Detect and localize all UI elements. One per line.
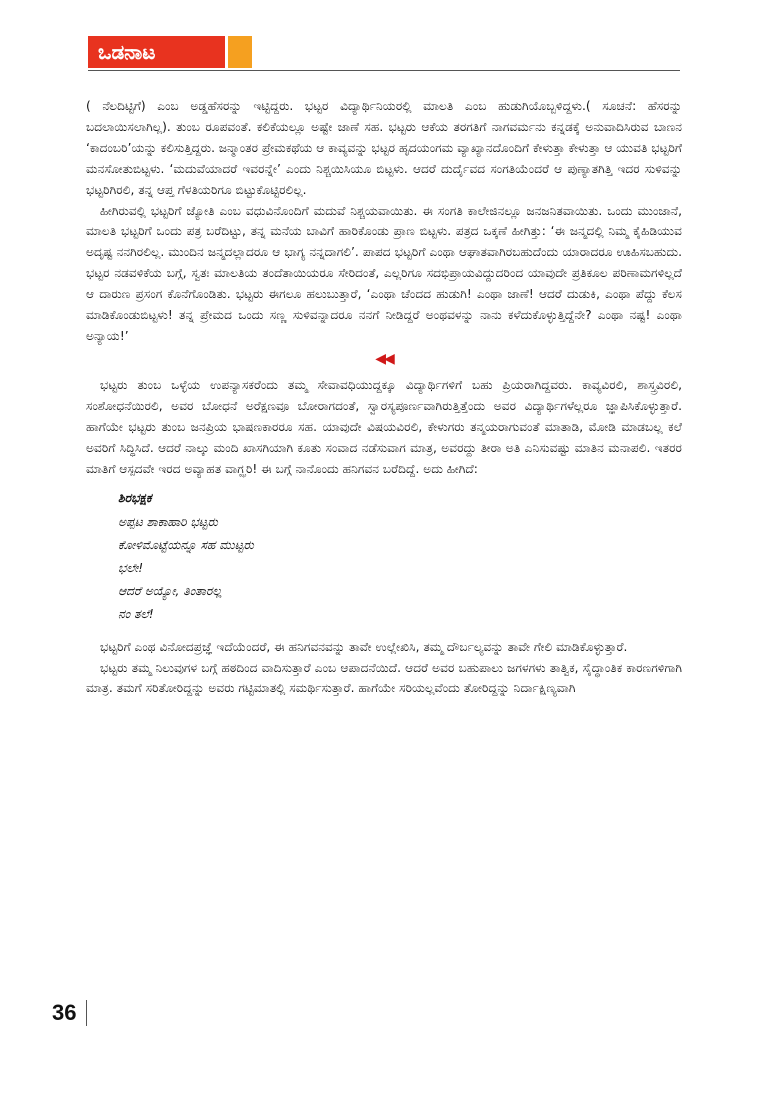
header-accent-block [228, 36, 252, 68]
page-number: 36 [52, 1000, 77, 1025]
poem-line: ಶಿರಭಕ್ಷಕ [118, 491, 152, 506]
section-separator-icon: ◀◀ [375, 350, 393, 367]
poem-line: ಆದರೆ ಅಯ್ಯೋ, ತಿಂತಾರಲ್ಲ [118, 584, 222, 599]
section-title-tab [88, 36, 225, 68]
header-divider [88, 70, 680, 71]
section-title: ಒಡನಾಟ [98, 40, 156, 64]
poem-line: ಕೋಳಿಮೊಟ್ಟೆಯನ್ನೂ ಸಹ ಮುಟ್ಟರು [118, 537, 254, 552]
poem [118, 487, 682, 626]
paragraph: ಭಟ್ಟರು ತುಂಬ ಒಳ್ಳೆಯ ಉಪನ್ಯಾಸಕರೆಂದು ತಮ್ಮ ಸೇವಾವಧಿಯುದ್ದಕ್ಕೂ ವಿದ್ಯಾರ್ಥಿಗಳಿಗೆ ಬಹು ಪ್ರಿಯರಾಗಿದ್ದವರು. ಕಾವ್ಯವಿರಲಿ, ಶಾಸ್ತ್ರವಿರಲಿ, ಸಂಶೋಧನೆಯಿರಲಿ, ಅವರ ಬೋಧನೆ ಅರೆಕ್ಷಣವೂ ಬೋರಾಗದಂತೆ, ಸ್ವಾರಸ್ಯಪೂರ್ಣವಾಗಿರುತ್ತಿತ್ತೆಂದು ಅವರ ವಿದ್ಯಾರ್ಥಿಗಳೆಲ್ಲರೂ ಜ್ಞಾಪಿಸಿಕೊಳ್ಳುತ್ತಾರೆ. ಹಾಗೆಯೇ ಭಟ್ಟರು ತುಂಬ ಜನಪ್ರಿಯ ಭಾಷಣಕಾರರೂ ಸಹ. ಯಾವುದೇ ವಿಷಯವಿರಲಿ, ಕೇಳುಗರು ತನ್ಮಯರಾಗುವಂತೆ ಮಾತಾಡಿ, ಮೋಡಿ ಮಾಡಬಲ್ಲ ಕಲೆ ಅವರಿಗೆ ಸಿದ್ಧಿಸಿದೆ. ಆದರೆ ನಾಲ್ಕು ಮಂದಿ ಖಾಸಗಿಯಾಗಿ ಕೂತು ಸಂವಾದ ನಡೆಸುವಾಗ ಮಾತ್ರ, ಅವರದ್ದು ತೀರಾ ಅತಿ ಎನಿಸುವಷ್ಟು ಮಾತಿನ ಮನಾಪಲಿ. ಇತರರ ಮಾತಿಗೆ ಆಸ್ಪದವೇ ಇರದ ಅವ್ಯಾಹತ ವಾಗ್ಝರಿ! ಈ ಬಗ್ಗೆ ನಾನೊಂದು ಹನಿಗವನ ಬರೆದಿದ್ದೆ. ಅದು ಹೀಗಿದೆ: [86, 377, 682, 476]
paragraph: ಭಟ್ಟರಿಗೆ ಎಂಥ ವಿನೋದಪ್ರಜ್ಞೆ ಇದೆಯೆಂದರೆ, ಈ ಹನಿಗವನವನ್ನು ತಾವೇ ಉಲ್ಲೇಖಿಸಿ, ತಮ್ಮ ದೌರ್ಬಲ್ಯವನ್ನು ತಾವೇ ಗೇಲಿ ಮಾಡಿಕೊಳ್ಳುತ್ತಾರೆ. [100, 639, 628, 654]
article-body [86, 96, 682, 699]
footer-divider [86, 1000, 87, 1026]
paragraph: ಹೀಗಿರುವಲ್ಲಿ ಭಟ್ಟರಿಗೆ ಜ್ಯೋತಿ ಎಂಬ ವಧುವಿನೊಂದಿಗೆ ಮದುವೆ ನಿಶ್ಚಯವಾಯಿತು. ಈ ಸಂಗತಿ ಕಾಲೇಜಿನಲ್ಲೂ ಜನಜನಿತವಾಯಿತು. ಒಂದು ಮುಂಜಾನೆ, ಮಾಲತಿ ಭಟ್ಟರಿಗೆ ಒಂದು ಪತ್ರ ಬರೆದಿಟ್ಟು, ತನ್ನ ಮನೆಯ ಬಾವಿಗೆ ಹಾರಿಕೊಂಡು ಪ್ರಾಣ ಬಿಟ್ಟಳು. ಪತ್ರದ ಒಕ್ಕಣೆ ಹೀಗಿತ್ತು: ‘ಈ ಜನ್ಮದಲ್ಲಿ ನಿಮ್ಮ ಕೈಹಿಡಿಯುವ ಅದೃಷ್ಟ ನನಗಿರಲಿಲ್ಲ. ಮುಂದಿನ ಜನ್ಮದಲ್ಲಾದರೂ ಆ ಭಾಗ್ಯ ನನ್ನದಾಗಲಿ’. ಪಾಪದ ಭಟ್ಟರಿಗೆ ಎಂಥಾ ಆಘಾತವಾಗಿರಬಹುದೆಂದು ಯಾರಾದರೂ ಊಹಿಸಬಹುದು. ಭಟ್ಟರ ನಡವಳಿಕೆಯ ಬಗ್ಗೆ, ಸ್ವತಃ ಮಾಲತಿಯ ತಂದೆತಾಯಿಯರೂ ಸೇರಿದಂತೆ, ಎಲ್ಲರಿಗೂ ಸದಭಿಪ್ರಾಯವಿದ್ದುದರಿಂದ ಯಾವುದೇ ಪ್ರತಿಕೂಲ ಪರಿಣಾಮಗಳಿಲ್ಲದೆ ಆ ದಾರುಣ ಪ್ರಸಂಗ ಕೊನೆಗೊಂಡಿತು. ಭಟ್ಟರು ಈಗಲೂ ಹಲುಬುತ್ತಾರೆ, ‘ಎಂಥಾ ಚೆಂದದ ಹುಡುಗಿ! ಎಂಥಾ ಜಾಣೆ! ಆದರೆ ದುಡುಕಿ, ಎಂಥಾ ಪೆದ್ದು ಕೆಲಸ ಮಾಡಿಕೊಂಡುಬಿಟ್ಟಳು! ತನ್ನ ಪ್ರೇಮದ ಒಂದು ಸಣ್ಣ ಸುಳಿವನ್ನಾದರೂ ನನಗೆ ನೀಡಿದ್ದರೆ ಅಂಥವಳನ್ನು ನಾನು ಕಳೆದುಕೊಳ್ಳುತ್ತಿದ್ದೆನೇ? ಎಂಥಾ ನಷ್ಟ! ಎಂಥಾ ಅನ್ಯಾಯ!’ [86, 203, 682, 343]
paragraph: ( ನೆಲದಿಟ್ಟಿಗೆ) ಎಂಬ ಅಡ್ಡಹೆಸರನ್ನು ಇಟ್ಟಿದ್ದರು. ಭಟ್ಟರ ವಿದ್ಯಾರ್ಥಿನಿಯರಲ್ಲಿ ಮಾಲತಿ ಎಂಬ ಹುಡುಗಿಯೊಬ್ಬಳಿದ್ದಳು.( ಸೂಚನೆ: ಹೆಸರನ್ನು ಬದಲಾಯಿಸಲಾಗಿಲ್ಲ). ತುಂಬ ರೂಪವಂತೆ. ಕಲಿಕೆಯಲ್ಲೂ ಅಷ್ಟೇ ಜಾಣೆ ಸಹ. ಭಟ್ಟರು ಆಕೆಯ ತರಗತಿಗೆ ನಾಗವರ್ಮನು ಕನ್ನಡಕ್ಕೆ ಅನುವಾದಿಸಿರುವ ಬಾಣನ ‘ಕಾದಂಬರಿ’ಯನ್ನು ಕಲಿಸುತ್ತಿದ್ದರು. ಜನ್ಮಾಂತರ ಪ್ರೇಮಕಥೆಯ ಆ ಕಾವ್ಯವನ್ನು ಭಟ್ಟರ ಹೃದಯಂಗಮ ವ್ಯಾಖ್ಯಾನದೊಂದಿಗೆ ಕೇಳುತ್ತಾ ಕೇಳುತ್ತಾ ಆ ಯುವತಿ ಭಟ್ಟರಿಗೆ ಮನಸೋತುಬಿಟ್ಟಳು. ‘ಮದುವೆಯಾದರೆ ಇವರನ್ನೇ’ ಎಂದು ನಿಶ್ಚಯಿಸಿಯೂ ಬಿಟ್ಟಳು. ಆದರೆ ದುರ್ದೈವದ ಸಂಗತಿಯೆಂದರೆ ಆ ಪುಣ್ಯಾತಗಿತ್ತಿ ಇದರ ಸುಳಿವನ್ನು ಭಟ್ಟರಿಗಿರಲಿ, ತನ್ನ ಆಪ್ತ ಗೆಳತಿಯರಿಗೂ ಬಿಟ್ಟುಕೊಟ್ಟಿರಲಿಲ್ಲ. [86, 99, 683, 197]
paragraph: ಭಟ್ಟರು ತಮ್ಮ ನಿಲುವುಗಳ ಬಗ್ಗೆ ಹಠದಿಂದ ವಾದಿಸುತ್ತಾರೆ ಎಂಬ ಆಪಾದನೆಯಿದೆ. ಆದರೆ ಅವರ ಬಹುಪಾಲು ಜಗಳಗಳು ತಾತ್ವಿಕ, ಸೈದ್ಧಾಂತಿಕ ಕಾರಣಗಳಿಗಾಗಿ ಮಾತ್ರ. ತಮಗೆ ಸರಿತೋರಿದ್ದನ್ನು ಅವರು ಗಟ್ಟಿಮಾತಲ್ಲಿ ಸಮರ್ಥಿಸುತ್ತಾರೆ. ಹಾಗೆಯೇ ಸರಿಯಲ್ಲವೆಂದು ತೋರಿದ್ದನ್ನು ನಿರ್ದಾಕ್ಷಿಣ್ಯವಾಗಿ [86, 660, 682, 696]
poem-line: ಅಪ್ಪಟ ಶಾಕಾಹಾರಿ ಭಟ್ಟರು [118, 514, 218, 529]
poem-line: ನಂ ತಲೆ! [118, 607, 154, 622]
poem-line: ಭಲೇ! [118, 561, 144, 576]
